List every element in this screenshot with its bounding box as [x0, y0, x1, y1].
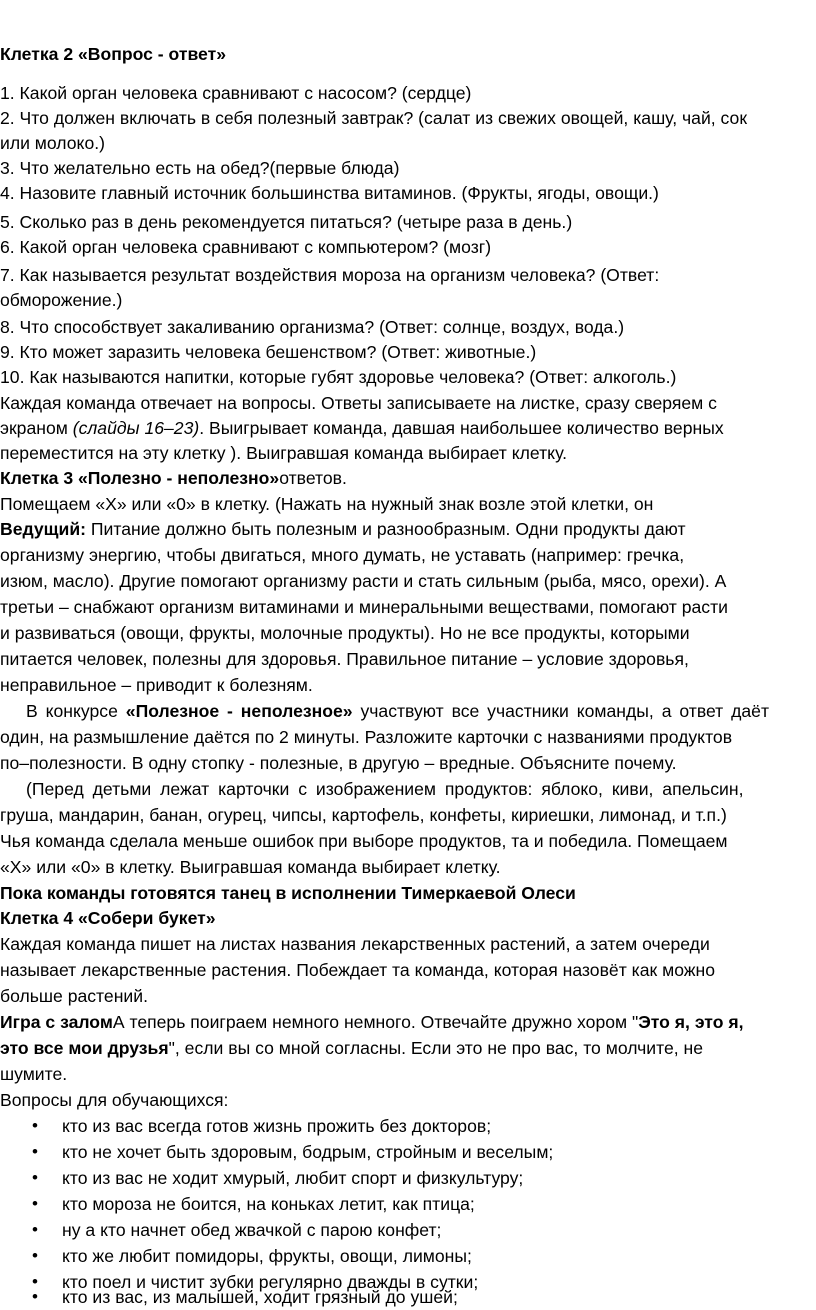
text-run: ", если вы со мной согласны. Если это не про вас, то молчите, не — [168, 1038, 704, 1058]
leader-line-2: организму энергию, чтобы двигаться, много думать, не уставать (например: гречка, — [0, 545, 685, 565]
cards-line-1: (Перед детьми лежат карточки с изображением продуктов: яблоко, киви, апельсин, — [26, 779, 744, 799]
paragraph-answers-line-3: переместится на эту клетку ). Выигравшая команда выбирает клетку. — [0, 443, 567, 463]
bullet-icon: • — [32, 1116, 38, 1135]
contest-line-2: один, на размышление даётся по 2 минуты. Разложите карточки с названиями продуктов — [0, 727, 733, 747]
slides-reference: (слайды 16–23) — [72, 418, 200, 438]
game-line-2 — [0, 1035, 816, 1061]
cards-line-3: Чья команда сделала меньше ошибок при выборе продуктов, та и победила. Помещаем — [0, 831, 728, 851]
heading-kletka-3-line — [0, 465, 816, 491]
bouquet-line-2: называет лекарственные растения. Побеждает та команда, которая назовёт как можно — [0, 960, 716, 980]
bullet-icon: • — [32, 1220, 38, 1239]
game-line-1 — [0, 1009, 816, 1035]
text-run: экраном — [0, 418, 73, 438]
question-3: 3. Что желательно есть на обед?(первые блюда) — [0, 158, 400, 178]
bullet-icon: • — [32, 1194, 38, 1213]
text-run: А теперь поиграем немного немного. Отвечайте дружно хором " — [112, 1012, 639, 1032]
paragraph-place-mark: Помещаем «Х» или «0» в клетку. (Нажать на нужный знак возле этой клетки, он — [0, 494, 654, 514]
chant-part-2: это все мои друзья — [0, 1038, 169, 1058]
chant-part-1: Это я, это я, — [638, 1012, 744, 1032]
text-run: . Выигрывает команда, давшая наибольшее количество верных — [199, 418, 724, 438]
leader-label: Ведущий: — [0, 519, 86, 539]
heading-kletka-3: Клетка 3 «Полезно - неполезно» — [0, 468, 280, 488]
leader-line-6: питается человек, полезны для здоровья. Правильное питание – условие здоровья, — [0, 649, 689, 669]
question-5: 5. Сколько раз в день рекомендуется питаться? (четыре раза в день.) — [0, 212, 573, 232]
list-item-text: кто из вас не ходит хмурый, любит спорт и физкультуру; — [62, 1168, 524, 1188]
bullet-icon: • — [32, 1272, 38, 1291]
question-2-line-2: или молоко.) — [0, 133, 105, 153]
list-item — [0, 1139, 816, 1165]
contest-line-3: по–полезности. В одну стопку - полезные, в другую – вредные. Объясните почему. — [0, 753, 677, 773]
heading-kletka-4: Клетка 4 «Собери букет» — [0, 908, 216, 928]
bouquet-line-3: больше растений. — [0, 986, 148, 1006]
question-6: 6. Какой орган человека сравнивают с компьютером? (мозг) — [0, 237, 492, 257]
list-item-text: кто из вас, из малышей, ходит грязный до ушей; — [62, 1287, 458, 1307]
game-line-3: шумите. — [0, 1064, 68, 1084]
bullet-icon: • — [32, 1246, 38, 1265]
text-run: Питание должно быть полезным и разнообразным. Одни продукты дают — [86, 519, 686, 539]
list-item — [0, 1243, 816, 1269]
list-item-text: кто из вас всегда готов жизнь прожить без докторов; — [62, 1116, 492, 1136]
list-item-text: кто поел и чистит зубки регулярно дважды в сутки; — [62, 1272, 479, 1292]
bouquet-line-1: Каждая команда пишет на листах названия лекарственных растений, а затем очереди — [0, 934, 710, 954]
list-item — [0, 1113, 816, 1139]
bullet-icon: • — [32, 1287, 38, 1306]
leader-line-3: изюм, масло). Другие помогают организму расти и стать сильным (рыба, мясо, орехи). А — [0, 571, 727, 591]
bullet-icon: • — [32, 1168, 38, 1187]
question-1: 1. Какой орган человека сравнивают с насосом? (сердце) — [0, 83, 472, 103]
leader-line-7: неправильное – приводит к болезням. — [0, 675, 313, 695]
contest-line-1 — [26, 698, 816, 724]
leader-line-4: третьи – снабжают организм витаминами и минеральными веществами, помогают расти — [0, 597, 728, 617]
list-item-text: ну а кто начнет обед жвачкой с парою конфет; — [62, 1220, 442, 1240]
question-7-line-2: обморожение.) — [0, 290, 123, 310]
question-10: 10. Как называются напитки, которые губят здоровье человека? (Ответ: алкоголь.) — [0, 367, 677, 387]
heading-kletka-2: Клетка 2 «Вопрос - ответ» — [0, 44, 227, 64]
question-4: 4. Назовите главный источник большинства витаминов. (Фрукты, ягоды, овощи.) — [0, 183, 659, 203]
cards-line-4: «Х» или «0» в клетку. Выигравшая команда выбирает клетку. — [0, 857, 501, 877]
questions-title: Вопросы для обучающихся: — [0, 1090, 229, 1110]
text-run: ответов. — [279, 468, 347, 488]
question-8: 8. Что способствует закаливанию организма? (Ответ: солнце, воздух, вода.) — [0, 317, 625, 337]
cards-line-2: груша, мандарин, банан, огурец, чипсы, картофель, конфеты, кириешки, лимонад, и т.п.) — [0, 805, 727, 825]
list-item — [0, 1165, 816, 1191]
list-item — [0, 1191, 816, 1217]
question-2-line-1: 2. Что должен включать в себя полезный завтрак? (салат из свежих овощей, кашу, чай, сок — [0, 108, 748, 128]
game-label: Игра с залом — [0, 1012, 113, 1032]
list-item-text: кто не хочет быть здоровым, бодрым, стройным и веселым; — [62, 1142, 554, 1162]
list-item-text: кто мороза не боится, на коньках летит, как птица; — [62, 1194, 475, 1214]
list-item — [0, 1284, 816, 1310]
paragraph-answers-line-1: Каждая команда отвечает на вопросы. Ответы записываете на листке, сразу сверяем с — [0, 393, 717, 413]
leader-line-1 — [0, 516, 816, 542]
bullet-icon: • — [32, 1142, 38, 1161]
dance-announcement: Пока команды готовятся танец в исполнении Тимеркаевой Олеси — [0, 883, 576, 903]
contest-name: «Полезное - неполезное» — [125, 701, 353, 721]
list-item-text: кто же любит помидоры, фрукты, овощи, лимоны; — [62, 1246, 472, 1266]
question-9: 9. Кто может заразить человека бешенством? (Ответ: животные.) — [0, 342, 537, 362]
list-item — [0, 1217, 816, 1243]
text-run: участвуют все участники команды, а ответ даёт — [352, 701, 770, 721]
text-run: В конкурсе — [26, 701, 126, 721]
question-7-line-1: 7. Как называется результат воздействия мороза на организм человека? (Ответ: — [0, 265, 660, 285]
paragraph-answers-line-2 — [0, 415, 816, 441]
leader-line-5: и развиваться (овощи, фрукты, молочные продукты). Но не все продукты, которыми — [0, 623, 690, 643]
